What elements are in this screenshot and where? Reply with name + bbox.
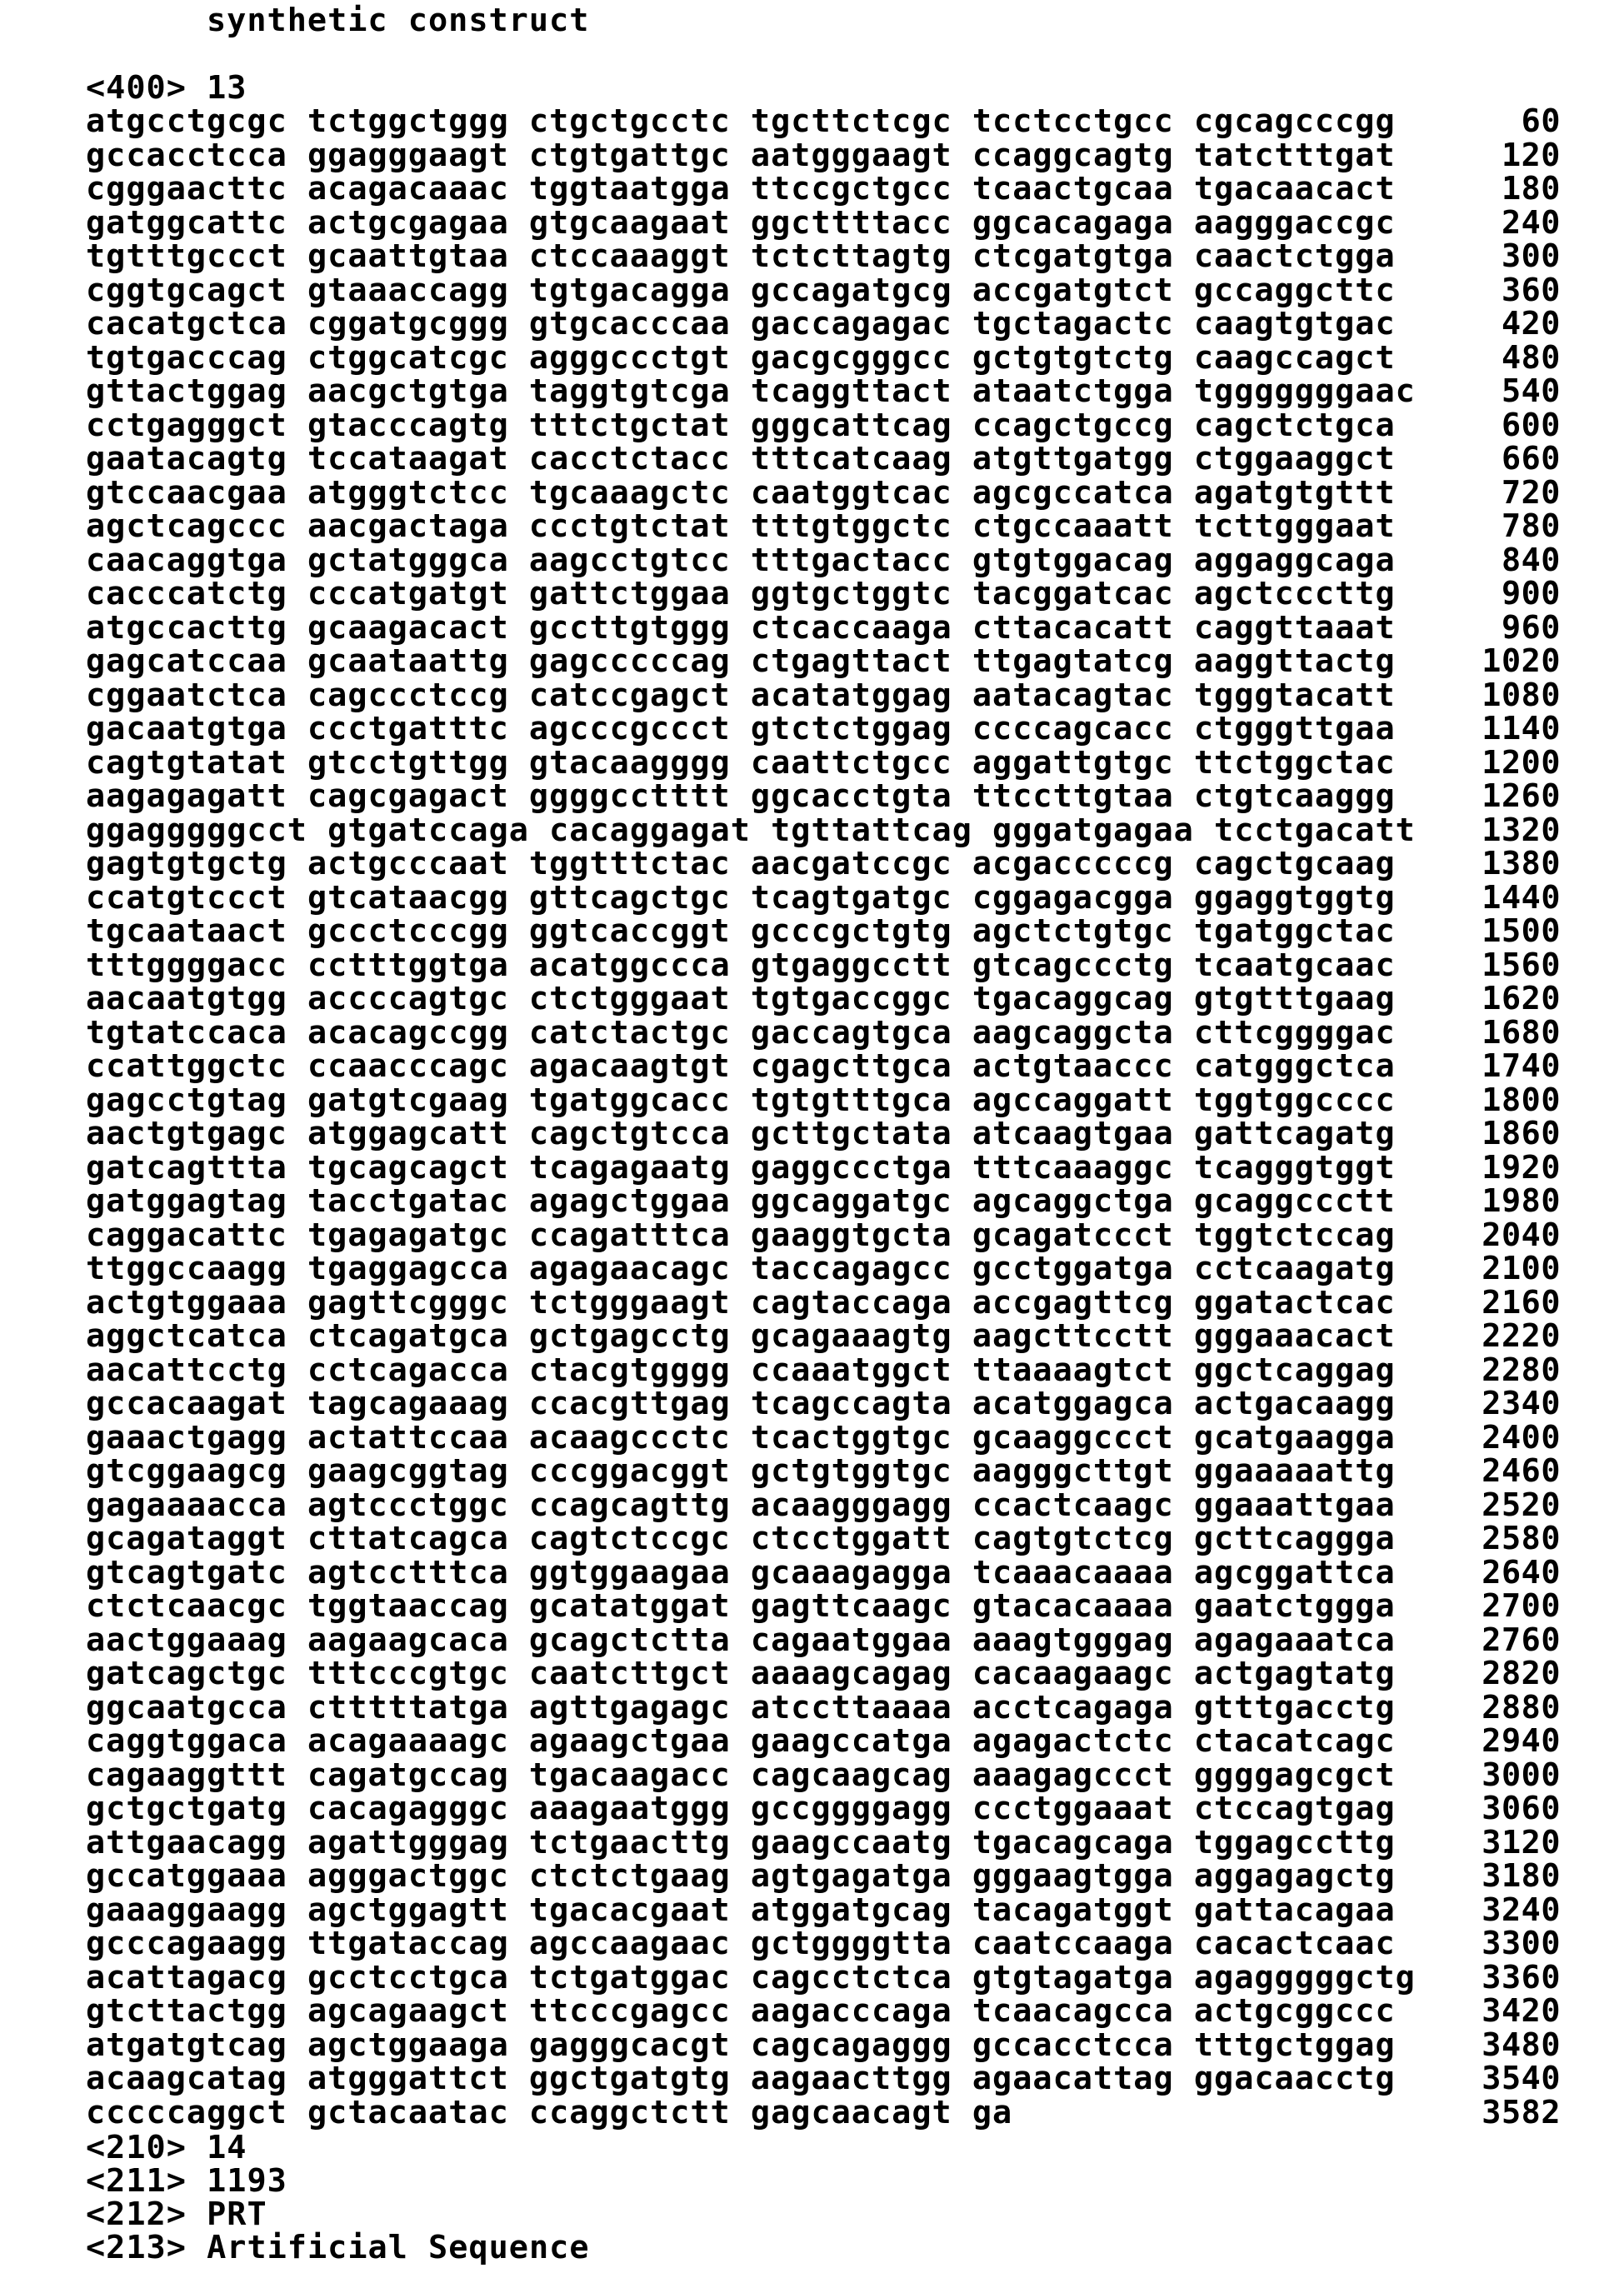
sequence-position: 780 xyxy=(1501,507,1561,545)
sequence-text: gtcggaagcg gaagcggtag cccggacggt gctgtggtgc aagggcttgt ggaaaaattg xyxy=(86,1452,1396,1490)
sequence-text: tgtgacccag ctggcatcgc agggccctgt gacgcgggcc gctgtgtctg caagccagct xyxy=(86,338,1396,377)
sequence-text: gatcagttta tgcagcagct tcagagaatg gaggccctga tttcaaaggc tcagggtggt xyxy=(86,1148,1396,1186)
sequence-row xyxy=(0,1317,1624,1355)
sequence-row xyxy=(0,1486,1624,1524)
sequence-row xyxy=(0,1418,1624,1456)
sequence-text: atgccacttg gcaagacact gccttgtggg ctcaccaaga cttacacatt caggttaaat xyxy=(86,608,1396,647)
sequence-text: gttactggag aacgctgtga taggtgtcga tcaggttact ataatctgga tgggggggaac xyxy=(86,372,1416,410)
sequence-text: acaagcatag atgggattct ggctgatgtg aagaacttgg agaacattag ggacaacctg xyxy=(86,2060,1396,2097)
sequence-text: actgtggaaa gagttcgggc tctgggaagt cagtaccaga accgagttcg ggatactcac xyxy=(86,1283,1396,1321)
sequence-position: 240 xyxy=(1501,203,1561,242)
header-field-row xyxy=(86,2198,590,2231)
sequence-text: caggtggaca acagaaaagc agaagctgaa gaagccatga agagactctc ctacatcagc xyxy=(86,1722,1396,1760)
nucleotide-sequence-listing xyxy=(0,102,1624,2131)
sequence-position: 720 xyxy=(1501,473,1561,512)
sequence-text: tgcaataact gccctcccgg ggtcaccggt gcccgctgtg agctctgtgc tgatggctac xyxy=(86,912,1396,950)
field-tag: <213> xyxy=(86,2229,187,2266)
sequence-text: tgtatccaca acacagccgg catctactgc gaccagtgca aagcaggcta cttcggggac xyxy=(86,1013,1396,1052)
sequence-row xyxy=(0,912,1624,950)
sequence-position: 1440 xyxy=(1482,878,1561,917)
sequence-text: tgtttgccct gcaattgtaa ctccaaaggt tctcttagtg ctcgatgtga caactctgga xyxy=(86,237,1396,275)
sequence-row xyxy=(0,642,1624,680)
sequence-row xyxy=(0,1587,1624,1625)
sequence-text: cagtgtatat gtcctgttgg gtacaagggg caattctgcc aggattgtgc ttctggctac xyxy=(86,743,1396,782)
sequence-position: 2100 xyxy=(1482,1250,1561,1287)
sequence-row xyxy=(0,271,1624,309)
sequence-text: aggctcatca ctcagatgca gctgagcctg gcagaaagtg aagcttcctt gggaaacact xyxy=(86,1317,1396,1355)
sequence-text: aacaatgtgg accccagtgc ctctgggaat tgtgaccggc tgacaggcag gtgtttgaag xyxy=(86,980,1396,1017)
sequence-position: 840 xyxy=(1501,541,1561,579)
sequence-text: gaaaggaagg agctggagtt tgacacgaat atggatgcag tacagatggt gattacagaa xyxy=(86,1891,1396,1929)
sequence-row xyxy=(0,1927,1624,1961)
sequence-text: aagagagatt cagcgagact ggggcctttt ggcacctgta ttccttgtaa ctgtcaaggg xyxy=(86,777,1396,815)
sequence-position: 2460 xyxy=(1482,1452,1561,1490)
sequence-row xyxy=(0,743,1624,782)
sequence-position: 300 xyxy=(1501,237,1561,275)
sequence-row xyxy=(0,442,1624,477)
sequence-text: cggaatctca cagccctccg catccgagct acatatggag aatacagtac tgggtacatt xyxy=(86,676,1396,714)
sequence-row xyxy=(0,1216,1624,1254)
sequence-position: 2760 xyxy=(1482,1621,1561,1659)
next-sequence-header xyxy=(86,2131,590,2265)
sequence-text: agctcagccc aacgactaga ccctgtctat tttgtggctc ctgccaaatt tcttgggaat xyxy=(86,507,1396,545)
header-field-row xyxy=(86,2131,590,2165)
sequence-text: gtccaacgaa atgggtctcc tgcaaagctc caatggtcac agcgccatca agatgtgttt xyxy=(86,473,1396,512)
sequence-row xyxy=(0,1756,1624,1794)
sequence-row xyxy=(0,1958,1624,1996)
sequence-row xyxy=(0,237,1624,275)
sequence-row xyxy=(0,1621,1624,1659)
sequence-row xyxy=(0,1283,1624,1321)
sequence-row xyxy=(0,1013,1624,1052)
sequence-row xyxy=(0,1891,1624,1929)
sequence-text: gaatacagtg tccataagat cacctctacc tttcatcaag atgttgatgg ctggaaggct xyxy=(86,440,1396,477)
sequence-position: 2640 xyxy=(1482,1553,1561,1591)
sequence-row xyxy=(0,1792,1624,1826)
sequence-position: 660 xyxy=(1501,440,1561,477)
sequence-position: 1860 xyxy=(1482,1115,1561,1152)
sequence-text: gagcctgtag gatgtcgaag tgatggcacc tgtgtttgca agccaggatt tggtggcccc xyxy=(86,1081,1396,1119)
sequence-row xyxy=(0,777,1624,815)
sequence-text: cgggaacttc acagacaaac tggtaatgga ttccgctgcc tcaactgcaa tgacaacact xyxy=(86,170,1396,207)
sequence-position: 1200 xyxy=(1482,743,1561,782)
sequence-position: 900 xyxy=(1501,575,1561,612)
field-value: 1193 xyxy=(207,2162,287,2200)
header-field-row xyxy=(86,2231,590,2265)
sequence-row xyxy=(0,946,1624,984)
sequence-row xyxy=(0,203,1624,242)
sequence-text: caacaggtga gctatgggca aagcctgtcc tttgactacc gtgtggacag aggaggcaga xyxy=(86,541,1396,579)
sequence-text: ggcaatgcca ctttttatga agttgagagc atccttaaaa acctcagaga gtttgacctg xyxy=(86,1688,1396,1726)
field-value: PRT xyxy=(207,2196,267,2233)
sequence-position: 120 xyxy=(1501,136,1561,174)
sequence-row xyxy=(0,1657,1624,1691)
sequence-position: 3360 xyxy=(1482,1958,1561,1996)
sequence-row xyxy=(0,1047,1624,1085)
sequence-id: 13 xyxy=(207,69,247,107)
sequence-row xyxy=(0,473,1624,512)
sequence-row xyxy=(0,541,1624,579)
sequence-text: aactgtgagc atggagcatt cagctgtcca gcttgctata atcaagtgaa gattcagatg xyxy=(86,1115,1396,1152)
sequence-text: atgcctgcgc tctggctggg ctgctgcctc tgcttctcgc tcctcctgcc cgcagcccgg xyxy=(86,102,1396,140)
sequence-row xyxy=(0,676,1624,714)
sequence-row xyxy=(0,307,1624,342)
sequence-position: 480 xyxy=(1501,338,1561,377)
sequence-position: 960 xyxy=(1501,608,1561,647)
sequence-row xyxy=(0,1522,1624,1556)
sequence-position: 60 xyxy=(1521,102,1561,140)
sequence-text: cccccaggct gctacaatac ccaggctctt gagcaacagt ga xyxy=(86,2093,1013,2131)
sequence-row xyxy=(0,1857,1624,1895)
sequence-row xyxy=(0,577,1624,612)
sequence-row xyxy=(0,2093,1624,2131)
sequence-row xyxy=(0,811,1624,849)
sequence-text: ccattggctc ccaacccagc agacaagtgt cgagcttgca actgtaaccc catgggctca xyxy=(86,1047,1396,1085)
sequence-text: cggtgcagct gtaaaccagg tgtgacagga gccagatgcg accgatgtct gccaggcttc xyxy=(86,271,1396,309)
sequence-position: 600 xyxy=(1501,406,1561,444)
sequence-row xyxy=(0,2026,1624,2064)
sequence-position: 2340 xyxy=(1482,1385,1561,1422)
sequence-text: gtcagtgatc agtcctttca ggtggaagaa gcaaagagga tcaaacaaaa agcggattca xyxy=(86,1553,1396,1591)
field-tag: <212> xyxy=(86,2196,187,2233)
field-value: 14 xyxy=(207,2129,247,2166)
sequence-text: cacatgctca cggatgcggg gtgcacccaa gaccagagac tgctagactc caagtgtgac xyxy=(86,305,1396,342)
sequence-position: 3480 xyxy=(1482,2026,1561,2064)
sequence-position: 3060 xyxy=(1482,1790,1561,1827)
sequence-row xyxy=(0,1081,1624,1119)
sequence-position: 2880 xyxy=(1482,1688,1561,1726)
sequence-position: 1140 xyxy=(1482,710,1561,747)
sequence-text: gcagataggt cttatcagca cagtctccgc ctcctggatt cagtgtctcg gcttcaggga xyxy=(86,1520,1396,1557)
sequence-text: ggagggggcct gtgatccaga cacaggagat tgttattcag gggatgagaa tcctgacatt xyxy=(86,811,1416,849)
sequence-row xyxy=(0,608,1624,647)
sequence-row xyxy=(0,1182,1624,1220)
sequence-text: gatggcattc actgcgagaa gtgcaagaat ggcttttacc ggcacagaga aagggaccgc xyxy=(86,203,1396,242)
sequence-text: aactggaaag aagaagcaca gcagctctta cagaatggaa aaagtgggag agagaaatca xyxy=(86,1621,1396,1659)
sequence-position: 420 xyxy=(1501,305,1561,342)
sequence-row xyxy=(0,1992,1624,2030)
sequence-row xyxy=(0,1688,1624,1726)
sequence-text: gccatggaaa agggactggc ctctctgaag agtgagatga gggaagtgga aggagagctg xyxy=(86,1857,1396,1895)
sequence-position: 3300 xyxy=(1482,1925,1561,1962)
sequence-row xyxy=(0,1148,1624,1186)
sequence-row xyxy=(0,1722,1624,1760)
sequence-text: gagtgtgctg actgcccaat tggtttctac aacgatccgc acgacccccg cagctgcaag xyxy=(86,845,1396,882)
sequence-row xyxy=(0,338,1624,377)
sequence-position: 2160 xyxy=(1482,1283,1561,1321)
sequence-tag: <400> xyxy=(86,69,187,107)
field-value: Artificial Sequence xyxy=(207,2229,590,2266)
sequence-position: 2280 xyxy=(1482,1351,1561,1389)
sequence-text: gcccagaagg ttgataccag agccaagaac gctggggtta caatccaaga cacactcaac xyxy=(86,1925,1396,1962)
sequence-position: 2940 xyxy=(1482,1722,1561,1760)
organism-description: synthetic construct xyxy=(207,2,590,39)
sequence-row xyxy=(0,982,1624,1017)
sequence-position: 2520 xyxy=(1482,1486,1561,1524)
sequence-text: ccatgtccct gtcataacgg gttcagctgc tcagtgatgc cggagacgga ggaggtggtg xyxy=(86,878,1396,917)
sequence-position: 1680 xyxy=(1482,1013,1561,1052)
sequence-text: acattagacg gcctcctgca tctgatggac cagcctctca gtgtagatga agagggggctg xyxy=(86,1958,1416,1996)
sequence-text: gatggagtag tacctgatac agagctggaa ggcaggatgc agcaggctga gcaggccctt xyxy=(86,1182,1396,1220)
sequence-position: 3180 xyxy=(1482,1857,1561,1895)
sequence-text: gatcagctgc tttcccgtgc caatcttgct aaaagcagag cacaagaagc actgagtatg xyxy=(86,1655,1396,1692)
sequence-tag-line xyxy=(86,69,247,107)
sequence-position: 2040 xyxy=(1482,1216,1561,1254)
sequence-position: 1920 xyxy=(1482,1148,1561,1186)
sequence-text: ctctcaacgc tggtaaccag gcatatggat gagttcaagc gtacacaaaa gaatctggga xyxy=(86,1587,1396,1625)
sequence-row xyxy=(0,102,1624,140)
sequence-position: 2580 xyxy=(1482,1520,1561,1557)
sequence-position: 180 xyxy=(1501,170,1561,207)
sequence-position: 3540 xyxy=(1482,2060,1561,2097)
sequence-text: tttggggacc cctttggtga acatggccca gtgaggcctt gtcagccctg tcaatgcaac xyxy=(86,946,1396,984)
sequence-position: 2400 xyxy=(1482,1418,1561,1456)
sequence-row xyxy=(0,1553,1624,1591)
sequence-text: cacccatctg cccatgatgt gattctggaa ggtgctggtc tacggatcac agctcccttg xyxy=(86,575,1396,612)
sequence-text: gtcttactgg agcagaagct ttcccgagcc aagacccaga tcaacagcca actgcggccc xyxy=(86,1992,1396,2030)
page-number-partial xyxy=(858,2277,958,2283)
sequence-text: gaaactgagg actattccaa acaagccctc tcactggtgc gcaaggccct gcatgaagga xyxy=(86,1418,1396,1456)
sequence-position: 1980 xyxy=(1482,1182,1561,1220)
sequence-row xyxy=(0,847,1624,882)
sequence-row xyxy=(0,1117,1624,1151)
sequence-row xyxy=(0,1351,1624,1389)
sequence-row xyxy=(0,172,1624,207)
sequence-row xyxy=(0,136,1624,174)
sequence-text: atgatgtcag agctggaaga gagggcacgt cagcagaggg gccacctcca tttgctggag xyxy=(86,2026,1396,2064)
sequence-position: 3582 xyxy=(1482,2093,1561,2131)
sequence-position: 1500 xyxy=(1482,912,1561,950)
header-field-row xyxy=(86,2162,590,2200)
sequence-text: gacaatgtga ccctgatttc agcccgccct gtctctggag ccccagcacc ctgggttgaa xyxy=(86,710,1396,747)
sequence-text: gctgctgatg cacagagggc aaagaatggg gccggggagg ccctggaaat ctccagtgag xyxy=(86,1790,1396,1827)
sequence-position: 2820 xyxy=(1482,1655,1561,1692)
sequence-text: cagaaggttt cagatgccag tgacaagacc cagcaagcag aaagagccct ggggagcgct xyxy=(86,1756,1396,1794)
sequence-position: 1020 xyxy=(1482,642,1561,680)
field-tag: <210> xyxy=(86,2129,187,2166)
sequence-text: ttggccaagg tgaggagcca agagaacagc taccagagcc gcctggatga cctcaagatg xyxy=(86,1250,1396,1287)
sequence-position: 1740 xyxy=(1482,1047,1561,1085)
sequence-position: 1800 xyxy=(1482,1081,1561,1119)
sequence-row xyxy=(0,712,1624,747)
sequence-text: gagaaaacca agtccctggc ccagcagttg acaagggagg ccactcaagc ggaaattgaa xyxy=(86,1486,1396,1524)
sequence-position: 2220 xyxy=(1482,1317,1561,1355)
sequence-text: cctgagggct gtacccagtg tttctgctat gggcattcag ccagctgccg cagctctgca xyxy=(86,406,1396,444)
sequence-row xyxy=(0,372,1624,410)
sequence-row xyxy=(0,1252,1624,1286)
sequence-row xyxy=(0,2062,1624,2096)
sequence-row xyxy=(0,1823,1624,1861)
sequence-row xyxy=(0,1387,1624,1421)
sequence-text: gagcatccaa gcaataattg gagcccccag ctgagttact ttgagtatcg aaggttactg xyxy=(86,642,1396,680)
sequence-row xyxy=(0,1452,1624,1490)
sequence-position: 3000 xyxy=(1482,1756,1561,1794)
sequence-text: aacattcctg cctcagacca ctacgtgggg ccaaatggct ttaaaagtct ggctcaggag xyxy=(86,1351,1396,1389)
sequence-position: 3120 xyxy=(1482,1823,1561,1861)
field-tag: <211> xyxy=(86,2162,187,2200)
sequence-position: 1560 xyxy=(1482,946,1561,984)
sequence-position: 1080 xyxy=(1482,676,1561,714)
sequence-text: gccacaagat tagcagaaag ccacgttgag tcagccagta acatggagca actgacaagg xyxy=(86,1385,1396,1422)
sequence-row xyxy=(0,406,1624,444)
sequence-position: 1380 xyxy=(1482,845,1561,882)
sequence-position: 2700 xyxy=(1482,1587,1561,1625)
sequence-position: 1260 xyxy=(1482,777,1561,815)
sequence-position: 1620 xyxy=(1482,980,1561,1017)
sequence-position: 3240 xyxy=(1482,1891,1561,1929)
sequence-row xyxy=(0,507,1624,545)
sequence-row xyxy=(0,878,1624,917)
sequence-position: 3420 xyxy=(1482,1992,1561,2030)
sequence-text: gccacctcca ggagggaagt ctgtgattgc aatgggaagt ccaggcagtg tatctttgat xyxy=(86,136,1396,174)
sequence-text: caggacattc tgagagatgc ccagatttca gaaggtgcta gcagatccct tggtctccag xyxy=(86,1216,1396,1254)
sequence-text: attgaacagg agattgggag tctgaacttg gaagccaatg tgacagcaga tggagccttg xyxy=(86,1823,1396,1861)
sequence-position: 540 xyxy=(1501,372,1561,410)
sequence-position: 1320 xyxy=(1482,811,1561,849)
sequence-position: 360 xyxy=(1501,271,1561,309)
